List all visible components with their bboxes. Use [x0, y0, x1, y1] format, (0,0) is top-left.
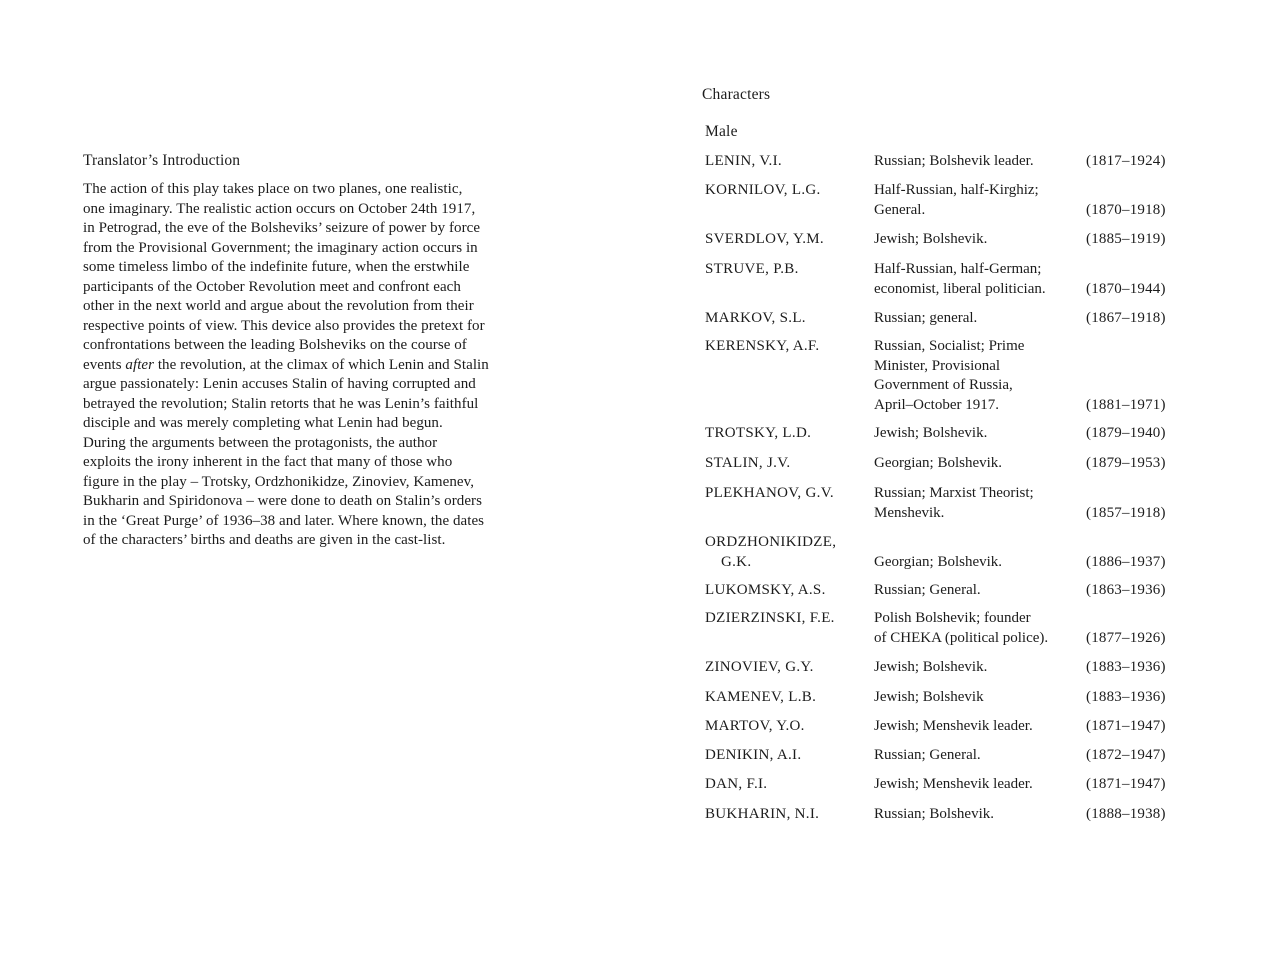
character-name: SVERDLOV, Y.M.	[705, 231, 824, 247]
character-dates: (1883–1936)	[1086, 659, 1166, 675]
character-dates: (1870–1918)	[1086, 201, 1166, 218]
introduction-line: other in the next world and argue about the revolution from their	[83, 298, 474, 314]
introduction-line: confrontations between the leading Bolsheviks on the course of	[83, 337, 467, 353]
character-dates: (1881–1971)	[1086, 396, 1166, 413]
introduction-line: participants of the October Revolution meet and confront each	[83, 278, 461, 295]
character-dates: (1879–1940)	[1086, 425, 1166, 441]
character-description: Russian; Bolshevik leader.	[874, 153, 1034, 169]
character-dates: (1870–1944)	[1086, 280, 1166, 297]
character-description: Polish Bolshevik; founder of CHEKA (political police).	[874, 610, 1049, 646]
character-dates: (1885–1919)	[1086, 231, 1166, 247]
character-description: Russian; General.	[874, 582, 981, 598]
character-description: Russian; general.	[874, 310, 978, 326]
character-description: Half-Russian, half-Kirghiz; General.	[874, 182, 1039, 218]
character-name: ZINOVIEV, G.Y.	[705, 659, 814, 675]
introduction-line: The action of this play takes place on two planes, one realistic,	[83, 181, 463, 197]
introduction-heading: Translator’s Introduction	[83, 152, 241, 169]
character-description: Jewish; Bolshevik.	[874, 231, 988, 247]
introduction-line: events after the revolution, at the climax of which Lenin and Stalin	[83, 356, 489, 373]
character-dates: (1871–1947)	[1086, 776, 1166, 792]
character-description: Half-Russian, half-German; economist, liberal politician.	[874, 261, 1046, 297]
introduction-line: figure in the play – Trotsky, Ordzhonikidze, Zinoviev, Kamenev,	[83, 473, 474, 490]
character-dates: (1817–1924)	[1086, 153, 1166, 169]
character-dates: (1877–1926)	[1086, 629, 1166, 646]
introduction-line: of the characters’ births and deaths are given in the cast-list.	[83, 532, 446, 548]
introduction-line: exploits the irony inherent in the fact that many of those who	[83, 454, 453, 470]
character-description: Jewish; Bolshevik.	[874, 425, 988, 441]
character-description: Jewish; Menshevik leader.	[874, 718, 1033, 734]
character-name: BUKHARIN, N.I.	[705, 806, 820, 822]
character-name: KAMENEV, L.B.	[705, 689, 817, 705]
character-dates: (1863–1936)	[1086, 582, 1166, 598]
introduction-line: one imaginary. The realistic action occurs on October 24th 1917,	[83, 200, 476, 217]
introduction-body	[83, 180, 558, 551]
character-description: Jewish; Bolshevik.	[874, 659, 988, 675]
character-dates: (1879–1953)	[1086, 455, 1166, 471]
character-dates: (1871–1947)	[1086, 718, 1166, 734]
character-name: STALIN, J.V.	[705, 455, 791, 471]
introduction-line: some timeless limbo of the indefinite future, when the erstwhile	[83, 259, 470, 275]
character-dates: (1857–1918)	[1086, 504, 1166, 521]
character-name: LENIN, V.I.	[705, 153, 782, 169]
introduction-line: respective points of view. This device also provides the pretext for	[83, 317, 485, 334]
character-dates: (1872–1947)	[1086, 747, 1166, 763]
introduction-line: Bukharin and Spiridonova – were done to death on Stalin’s orders	[83, 493, 482, 509]
character-description: Russian; Bolshevik.	[874, 806, 995, 822]
introduction-line: betrayed the revolution; Stalin retorts that he was Lenin’s faithful	[83, 395, 479, 412]
character-description: Russian, Socialist; Prime Minister, Provisional Government of Russia, April–October 1917.	[874, 338, 1025, 413]
character-dates: (1883–1936)	[1086, 689, 1166, 705]
character-name: MARKOV, S.L.	[705, 310, 806, 326]
character-description: Russian; General.	[874, 747, 981, 763]
character-name: STRUVE, P.B.	[705, 261, 799, 277]
introduction-line: from the Provisional Government; the imaginary action occurs in	[83, 239, 478, 256]
character-name: DENIKIN, A.I.	[705, 747, 802, 763]
introduction-line: argue passionately: Lenin accuses Stalin of having corrupted and	[83, 376, 476, 392]
character-name: LUKOMSKY, A.S.	[705, 582, 826, 598]
introduction-line: in the ‘Great Purge’ of 1936–38 and later. Where known, the dates	[83, 512, 485, 529]
character-dates: (1888–1938)	[1086, 806, 1166, 822]
introduction-line: in Petrograd, the eve of the Bolsheviks’ seizure of power by force	[83, 220, 481, 236]
right-page	[640, 0, 1280, 977]
character-dates: (1867–1918)	[1086, 310, 1166, 326]
character-name: DAN, F.I.	[705, 776, 768, 792]
character-description: Georgian; Bolshevik.	[874, 553, 1003, 570]
character-name: ORDZHONIKIDZE, G.K.	[705, 534, 837, 570]
character-name: DZIERZINSKI, F.E.	[705, 610, 835, 626]
character-name: PLEKHANOV, G.V.	[705, 485, 834, 501]
introduction-line: During the arguments between the protagonists, the author	[83, 434, 438, 451]
character-name: KORNILOV, L.G.	[705, 182, 821, 198]
character-description: Russian; Marxist Theorist; Menshevik.	[874, 485, 1034, 521]
character-name: TROTSKY, L.D.	[705, 425, 812, 441]
character-description: Jewish; Bolshevik	[874, 689, 984, 705]
characters-subtitle: Male	[705, 123, 738, 140]
character-name: KERENSKY, A.F.	[705, 338, 820, 354]
character-description: Georgian; Bolshevik.	[874, 455, 1003, 471]
introduction-line: disciple and was merely completing what Lenin had begun.	[83, 415, 443, 431]
character-name: MARTOV, Y.O.	[705, 718, 805, 734]
characters-title: Characters	[702, 86, 771, 103]
character-description: Jewish; Menshevik leader.	[874, 776, 1033, 792]
character-dates: (1886–1937)	[1086, 553, 1166, 570]
